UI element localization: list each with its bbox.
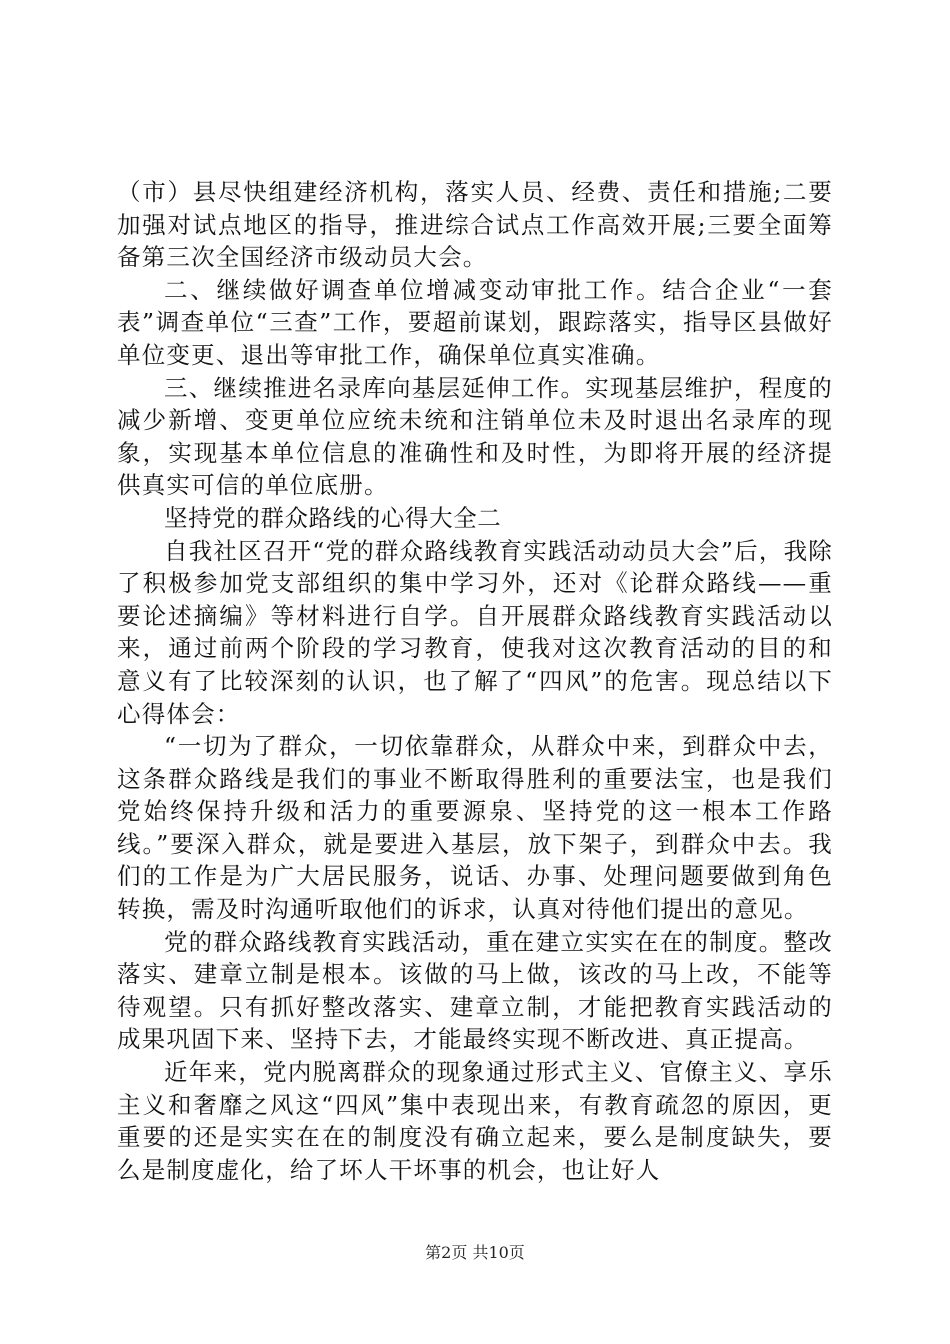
- paragraph-system: 党的群众路线教育实践活动，重在建立实实在在的制度。整改落实、建章立制是根本。该做的马上做，该改的马上改，不能等待观望。只有抓好整改落实、建章立制，才能把教育实践活动的成果巩固下来、坚持下去，才能最终实现不断改进、真正提高。: [117, 927, 833, 1054]
- page-number-footer: 第2页 共10页: [425, 1243, 525, 1262]
- paragraph-item-two: 二、继续做好调查单位增减变动审批工作。结合企业“一套表”调查单位“三查”工作，要超前谋划，跟踪落实，指导区县做好单位变更、退出等审批工作，确保单位真实准确。: [117, 275, 833, 369]
- paragraph-continuation: （市）县尽快组建经济机构，落实人员、经费、责任和措施;二要加强对试点地区的指导，推进综合试点工作高效开展;三要全面筹备第三次全国经济市级动员大会。: [117, 178, 833, 272]
- paragraph-intro: 自我社区召开“党的群众路线教育实践活动动员大会”后，我除了积极参加党支部组织的集中学习外，还对《论群众路线——重要论述摘编》等材料进行自学。自开展群众路线教育实践活动以来，通过前两个阶段的学习教育，使我对这次教育活动的目的和意义有了比较深刻的认识，也了解了“四风”的危害。现总结以下心得体会：: [117, 536, 833, 728]
- document-body: [117, 176, 833, 1186]
- paragraph-recent-years: 近年来，党内脱离群众的现象通过形式主义、官僚主义、享乐主义和奢靡之风这“四风”集中表现出来，有教育疏忽的原因，更重要的还是实实在在的制度没有确立起来，要么是制度缺失，要么是制度虚化，给了坏人干坏事的机会，也让好人: [117, 1058, 833, 1184]
- section-heading: 坚持党的群众路线的心得大全二: [164, 503, 502, 532]
- paragraph-quote: “一切为了群众，一切依靠群众，从群众中来，到群众中去，这条群众路线是我们的事业不断取得胜利的重要法宝，也是我们党始终保持升级和活力的重要源泉、坚持党的这一根本工作路线。”要深入群众，就是要进入基层，放下架子，到群众中去。我们的工作是为广大居民服务，说话、办事、处理问题要做到角色转换，需及时沟通听取他们的诉求，认真对待他们提出的意见。: [117, 732, 833, 924]
- paragraph-item-three: 三、继续推进名录库向基层延伸工作。实现基层维护，程度的减少新增、变更单位应统未统和注销单位未及时退出名录库的现象，实现基本单位信息的准确性和及时性，为即将开展的经济提供真实可信的单位底册。: [117, 373, 833, 500]
